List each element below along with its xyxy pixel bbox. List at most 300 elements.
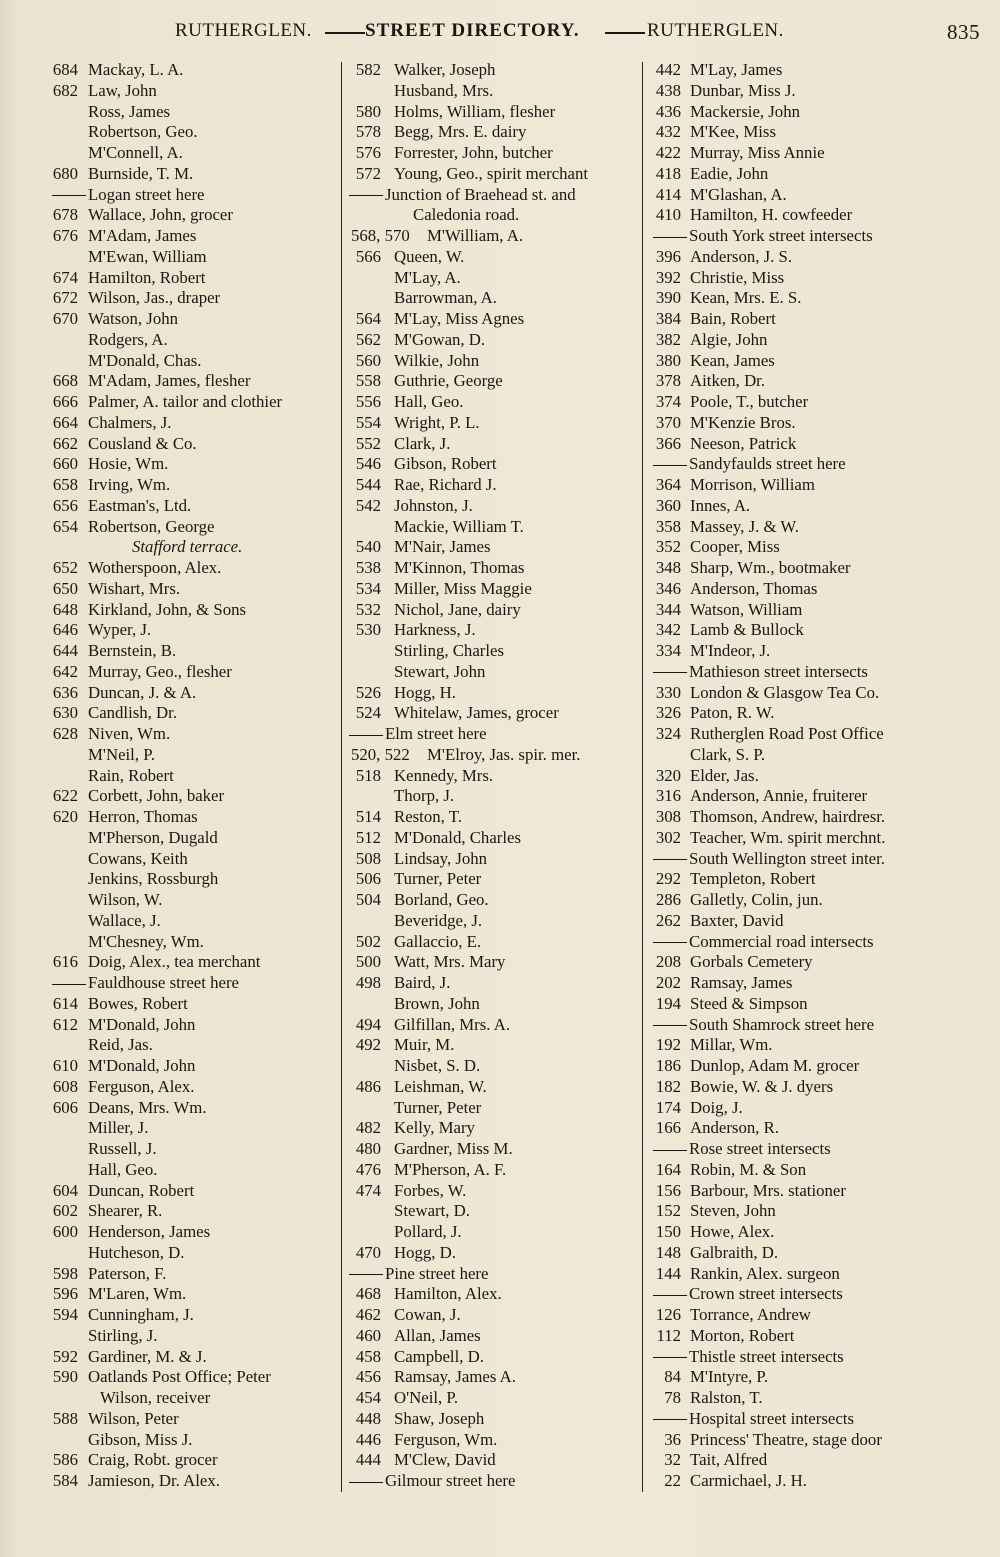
house-number: 612 (52, 1014, 78, 1034)
house-number: 444 (355, 1450, 381, 1470)
resident-name: Borland, Geo. (394, 890, 489, 909)
house-number: 584 (52, 1471, 78, 1490)
resident-name: Forrester, John, butcher (394, 143, 553, 162)
directory-entry (647, 351, 987, 372)
house-number: 580 (355, 101, 381, 121)
directory-entry (647, 288, 987, 309)
resident-name: M'Donald, Chas. (88, 350, 202, 370)
resident-name: Wishart, Mrs. (88, 578, 181, 598)
directory-entry (647, 1077, 987, 1098)
note-text: Mathieson street intersects (653, 662, 868, 683)
directory-entry (647, 1035, 987, 1056)
directory-entry (40, 81, 335, 102)
house-number: 358 (655, 516, 681, 536)
resident-name: Nisbet, S. D. (394, 1056, 481, 1075)
house-number: 152 (655, 1201, 681, 1221)
resident-name: Gibson, Robert (394, 454, 497, 474)
house-number: 552 (355, 433, 381, 453)
directory-entry (647, 890, 987, 911)
directory-column-2 (345, 60, 640, 1492)
directory-entry (40, 1139, 335, 1160)
directory-entry (647, 600, 987, 621)
directory-entry (647, 1181, 987, 1202)
resident-name: Robin, M. & Son (690, 1159, 807, 1179)
resident-name: Wilkie, John (394, 350, 480, 370)
resident-name: Wallace, John, grocer (88, 205, 233, 225)
directory-entry (345, 558, 640, 579)
directory-entry (40, 1098, 335, 1119)
resident-name: Hutcheson, D. (88, 1242, 185, 1262)
house-number: 506 (355, 869, 381, 889)
resident-name: Husband, Mrs. (394, 80, 494, 100)
directory-entry (40, 1118, 335, 1139)
resident-name: Hamilton, Alex. (394, 1284, 502, 1304)
house-number: 150 (655, 1222, 681, 1241)
directory-entry (647, 1450, 987, 1471)
resident-name: Aitken, Dr. (690, 371, 766, 391)
house-number: 302 (655, 827, 681, 847)
street-junction-note (345, 1471, 640, 1492)
directory-column-3 (647, 60, 987, 1492)
directory-entry (647, 973, 987, 994)
resident-name: Anderson, Annie, fruiterer (690, 786, 868, 806)
directory-entry (40, 745, 335, 766)
house-number: 382 (655, 329, 681, 349)
house-number: 36 (664, 1429, 681, 1449)
house-number: 482 (355, 1118, 381, 1138)
directory-entry (345, 475, 640, 496)
directory-entry (647, 1264, 987, 1285)
house-number: 126 (655, 1305, 681, 1324)
resident-name: Bowie, W. & J. dyers (690, 1076, 834, 1096)
directory-entry (647, 828, 987, 849)
directory-entry (345, 351, 640, 372)
street-junction-note (647, 1015, 987, 1036)
house-number: 650 (52, 578, 78, 598)
directory-entry (647, 558, 987, 579)
directory-entry (40, 1222, 335, 1243)
resident-name: Bowes, Robert (88, 993, 188, 1013)
house-number: 682 (52, 80, 78, 100)
resident-name: Rae, Richard J. (394, 475, 497, 494)
street-junction-note (345, 185, 640, 206)
directory-entry (345, 247, 640, 268)
house-number: 346 (655, 578, 681, 598)
directory-entry (647, 475, 987, 496)
resident-name: Galletly, Colin, jun. (690, 890, 823, 909)
house-number: 576 (355, 143, 381, 162)
resident-name: Guthrie, George (394, 371, 503, 391)
directory-entry (40, 371, 335, 392)
resident-name: Barbour, Mrs. stationer (690, 1180, 846, 1200)
resident-name: Stewart, John (394, 661, 486, 681)
directory-entry (647, 952, 987, 973)
directory-entry (40, 496, 335, 517)
resident-name: Walker, Joseph (394, 60, 496, 79)
directory-entry (345, 392, 640, 413)
resident-name: M'Adam, James (88, 226, 197, 245)
directory-entry (40, 1409, 335, 1430)
resident-name: M'Lay, A. (394, 267, 461, 287)
house-number: 572 (355, 163, 381, 183)
directory-entry (647, 517, 987, 538)
resident-name: Oatlands Post Office; Peter (88, 1367, 271, 1387)
directory-entry (40, 579, 335, 600)
directory-entry (345, 205, 640, 226)
directory-entry (345, 1056, 640, 1077)
house-number: 588 (52, 1408, 78, 1428)
house-number: 526 (355, 682, 381, 702)
directory-entry (647, 786, 987, 807)
directory-entry (647, 268, 987, 289)
resident-name: Carmichael, J. H. (690, 1471, 807, 1490)
resident-name: Rain, Robert (88, 765, 174, 785)
house-number: 390 (655, 288, 681, 308)
house-number: 614 (52, 993, 78, 1013)
resident-name: Watson, William (690, 599, 803, 619)
resident-name: Anderson, J. S. (690, 246, 793, 266)
directory-entry (345, 496, 640, 517)
house-number: 564 (355, 309, 381, 328)
resident-name: Paton, R. W. (690, 703, 775, 723)
house-number: 648 (52, 599, 78, 619)
note-text: Rose street intersects (653, 1139, 831, 1160)
resident-name: London & Glasgow Tea Co. (690, 682, 880, 702)
directory-entry (345, 1035, 640, 1056)
directory-entry (647, 81, 987, 102)
directory-entry (40, 558, 335, 579)
resident-name: Cooper, Miss (690, 537, 780, 557)
house-number: 558 (355, 371, 381, 391)
resident-name: Allan, James (394, 1325, 481, 1345)
directory-entry (345, 807, 640, 828)
directory-entry (40, 102, 335, 123)
resident-name: M'Intyre, P. (690, 1367, 769, 1387)
directory-entry (40, 1035, 335, 1056)
house-number: 602 (52, 1201, 78, 1221)
house-number: 360 (655, 495, 681, 515)
resident-name: Nichol, Jane, dairy (394, 599, 521, 619)
directory-entry (647, 1471, 987, 1492)
resident-name: Clark, S. P. (690, 744, 766, 764)
resident-name: Watt, Mrs. Mary (394, 952, 506, 972)
resident-name: Elder, Jas. (690, 765, 759, 785)
directory-entry (40, 1181, 335, 1202)
resident-name: Princess' Theatre, stage door (690, 1429, 882, 1449)
house-number: 676 (52, 226, 78, 245)
directory-entry (40, 434, 335, 455)
house-number: 598 (52, 1263, 78, 1283)
directory-entry (345, 143, 640, 164)
directory-entry (40, 454, 335, 475)
directory-entry (345, 1305, 640, 1326)
street-junction-note (647, 932, 987, 953)
house-number: 422 (655, 143, 681, 162)
column-divider (642, 62, 643, 1492)
resident-name: Shaw, Joseph (394, 1408, 485, 1428)
resident-name: Wyper, J. (88, 620, 152, 640)
directory-entry (345, 1118, 640, 1139)
house-number: 660 (52, 454, 78, 474)
resident-name: M'Donald, Charles (394, 827, 521, 847)
resident-name: Stirling, J. (88, 1325, 158, 1345)
resident-name: M'Glashan, A. (690, 184, 787, 204)
resident-name: Gardiner, M. & J. (88, 1346, 207, 1366)
resident-name: Rankin, Alex. surgeon (690, 1263, 840, 1283)
directory-entry (40, 807, 335, 828)
resident-name: Leishman, W. (394, 1076, 487, 1096)
resident-name: Barrowman, A. (394, 288, 497, 308)
resident-name: Baird, J. (394, 973, 451, 992)
resident-name: Reid, Jas. (88, 1035, 153, 1055)
house-number: 458 (355, 1346, 381, 1366)
directory-entry (647, 247, 987, 268)
street-junction-note (40, 973, 335, 994)
directory-entry (40, 828, 335, 849)
resident-name: M'Pherson, Dugald (88, 827, 218, 847)
directory-entry (345, 81, 640, 102)
house-number: 628 (52, 724, 78, 743)
resident-name: Dunlop, Adam M. grocer (690, 1056, 860, 1075)
directory-entry (345, 1450, 640, 1471)
house-number: 334 (655, 641, 681, 660)
house-number: 380 (655, 350, 681, 370)
resident-name: M'Kee, Miss (690, 122, 776, 142)
directory-entry (345, 662, 640, 683)
resident-name: Gilfillan, Mrs. A. (394, 1014, 511, 1034)
directory-entry (345, 952, 640, 973)
directory-entry (345, 330, 640, 351)
directory-entry (647, 1160, 987, 1181)
resident-name: Murray, Geo., flesher (88, 661, 232, 681)
directory-entry (40, 1450, 335, 1471)
directory-entry (647, 122, 987, 143)
house-number: 480 (355, 1139, 381, 1158)
resident-name: Cunningham, J. (88, 1305, 194, 1324)
directory-entry (647, 60, 987, 81)
resident-name: Kean, James (690, 350, 775, 370)
house-number: 148 (655, 1242, 681, 1262)
directory-entry (647, 413, 987, 434)
street-junction-note (647, 454, 987, 475)
directory-entry (345, 371, 640, 392)
resident-name: M'Kenzie Bros. (690, 412, 796, 432)
directory-entry (647, 1222, 987, 1243)
note-text: Logan street here (52, 185, 204, 206)
directory-entry (647, 185, 987, 206)
house-number: 462 (355, 1305, 381, 1324)
resident-name: Gardner, Miss M. (394, 1139, 513, 1158)
resident-name: Jenkins, Rossburgh (88, 869, 219, 889)
directory-entry (345, 994, 640, 1015)
directory-entry (647, 683, 987, 704)
resident-name: Lamb & Bullock (690, 620, 804, 640)
directory-entry (647, 1388, 987, 1409)
directory-entry (345, 1139, 640, 1160)
directory-entry (647, 745, 987, 766)
page-number: 835 (947, 20, 980, 44)
directory-entry (345, 309, 640, 330)
resident-name: Wilson, Jas., draper (88, 288, 221, 308)
house-number: 174 (655, 1097, 681, 1117)
house-number: 544 (355, 475, 381, 494)
resident-name: M'Chesney, Wm. (88, 931, 204, 951)
house-number: 208 (655, 952, 681, 972)
column-divider (341, 62, 342, 1492)
directory-entry (647, 330, 987, 351)
directory-entry (40, 143, 335, 164)
resident-name: M'Donald, John (88, 1014, 196, 1034)
directory-entry (40, 413, 335, 434)
house-number: 78 (664, 1388, 681, 1407)
house-number: 442 (655, 60, 681, 79)
house-number: 366 (655, 433, 681, 453)
resident-name: Eastman's, Ltd. (88, 495, 192, 515)
directory-entry (40, 911, 335, 932)
directory-entry (40, 330, 335, 351)
entry-continuation: Wilson, receiver (100, 1388, 211, 1407)
house-number: 520, 522 (351, 744, 410, 764)
entry-continuation: Caledonia road. (413, 205, 520, 225)
house-number: 320 (655, 765, 681, 785)
resident-name: Howe, Alex. (690, 1222, 775, 1241)
house-number: 194 (655, 993, 681, 1013)
house-number: 476 (355, 1159, 381, 1179)
directory-entry (345, 1222, 640, 1243)
house-number: 324 (655, 724, 681, 743)
resident-name: Law, John (88, 80, 157, 100)
note-text: Sandyfaulds street here (653, 454, 846, 475)
note-text: South York street intersects (653, 226, 873, 247)
house-number: 326 (655, 703, 681, 723)
house-number: 578 (355, 122, 381, 142)
resident-name: M'Connell, A. (88, 143, 183, 162)
directory-entry (40, 994, 335, 1015)
house-number: 540 (355, 537, 381, 557)
directory-entry (345, 745, 640, 766)
house-number: 166 (655, 1118, 681, 1138)
street-junction-note (647, 1409, 987, 1430)
resident-name: Innes, A. (690, 495, 751, 515)
house-number: 562 (355, 329, 381, 349)
house-number: 292 (655, 869, 681, 889)
directory-entry (647, 703, 987, 724)
resident-name: Christie, Miss (690, 267, 785, 287)
directory-entry (647, 537, 987, 558)
resident-name: Torrance, Andrew (690, 1305, 811, 1324)
directory-entry (40, 1201, 335, 1222)
resident-name: Anderson, R. (690, 1118, 780, 1138)
directory-entry (40, 1284, 335, 1305)
resident-name: Hogg, H. (394, 682, 456, 702)
note-text: South Wellington street inter. (653, 849, 885, 870)
resident-name: M'Lay, Miss Agnes (394, 309, 525, 328)
directory-entry (345, 1367, 640, 1388)
house-number: 262 (655, 910, 681, 930)
house-number: 630 (52, 703, 78, 723)
house-number: 192 (655, 1035, 681, 1055)
directory-entry (345, 869, 640, 890)
resident-name: Hamilton, H. cowfeeder (690, 205, 853, 225)
directory-entry (647, 371, 987, 392)
house-number: 620 (52, 807, 78, 826)
resident-name: Massey, J. & W. (690, 516, 799, 536)
resident-name: M'Clew, David (394, 1450, 496, 1470)
resident-name: Templeton, Robert (690, 869, 816, 889)
directory-entry (647, 1305, 987, 1326)
house-number: 370 (655, 412, 681, 432)
directory-entry (647, 164, 987, 185)
house-number: 508 (355, 848, 381, 868)
resident-name: Miller, Miss Maggie (394, 578, 532, 598)
resident-name: Stewart, D. (394, 1201, 470, 1221)
resident-name: Ross, James (88, 101, 171, 121)
resident-name: Kean, Mrs. E. S. (690, 288, 802, 308)
resident-name: Baxter, David (690, 910, 784, 930)
street-junction-note (647, 1139, 987, 1160)
directory-entry (647, 620, 987, 641)
note-text: Elm street here (349, 724, 487, 745)
street-junction-note (345, 724, 640, 745)
directory-entry (40, 869, 335, 890)
house-number: 662 (52, 433, 78, 453)
resident-name: M'Nair, James (394, 537, 491, 557)
house-number: 646 (52, 620, 78, 640)
resident-name: Paterson, F. (88, 1263, 167, 1283)
directory-entry (345, 1077, 640, 1098)
resident-name: Wilson, W. (88, 890, 163, 909)
directory-entry (40, 641, 335, 662)
directory-entry (345, 1181, 640, 1202)
resident-name: Chalmers, J. (88, 412, 172, 432)
resident-name: Begg, Mrs. E. dairy (394, 122, 527, 142)
resident-name: Irving, Wm. (88, 475, 171, 494)
resident-name: M'Gowan, D. (394, 329, 486, 349)
directory-entry (40, 1305, 335, 1326)
house-number: 502 (355, 931, 381, 951)
header-rule-right (605, 32, 645, 34)
directory-entry (647, 205, 987, 226)
house-number: 642 (52, 661, 78, 681)
resident-name: Brown, John (394, 993, 480, 1013)
house-number: 344 (655, 599, 681, 619)
resident-name: Craig, Robt. grocer (88, 1450, 218, 1470)
house-number: 308 (655, 807, 681, 826)
directory-entry (647, 911, 987, 932)
house-number: 566 (355, 246, 381, 266)
house-number: 486 (355, 1076, 381, 1096)
directory-entry (647, 102, 987, 123)
resident-name: Wright, P. L. (394, 412, 480, 432)
header-town-right: RUTHERGLEN. (647, 20, 784, 41)
resident-name: Tait, Alfred (690, 1450, 768, 1470)
directory-entry (40, 1388, 335, 1409)
resident-name: Niven, Wm. (88, 724, 171, 743)
house-number: 504 (355, 890, 381, 909)
resident-name: Stirling, Charles (394, 641, 505, 660)
directory-entry (647, 392, 987, 413)
house-number: 498 (355, 973, 381, 992)
resident-name: Neeson, Patrick (690, 433, 797, 453)
house-number: 144 (655, 1263, 681, 1283)
resident-name: Gorbals Cemetery (690, 952, 813, 972)
house-number: 460 (355, 1325, 381, 1345)
resident-name: Lindsay, John (394, 848, 488, 868)
house-number: 186 (655, 1056, 681, 1075)
resident-name: Henderson, James (88, 1222, 211, 1241)
house-number: 518 (355, 765, 381, 785)
resident-name: Steven, John (690, 1201, 776, 1221)
